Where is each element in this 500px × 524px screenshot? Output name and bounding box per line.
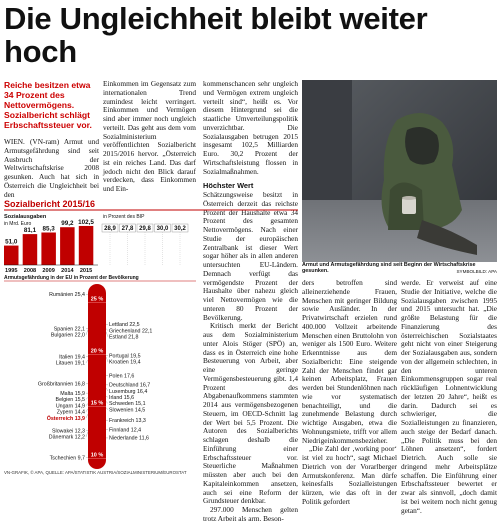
- chart3-right-label: Lettland 22,5: [109, 322, 140, 329]
- chart-title: Sozialbericht 2015/16: [4, 199, 96, 209]
- chart3-left-label: Spanien 22,1: [53, 326, 85, 333]
- chart1-tick-label: 2009: [42, 268, 55, 274]
- column-4-text-b: „Die Zahl der ‚working poor‘ ist viel zu hoch“, sagt Michael Dietrich von der Vorarlberger Armutskonferenz. Man dürfe keinesfalls Sozialleistungen kürzen, wie das oft in der Politik gefordert: [302, 444, 397, 506]
- chart3-left-connector: [86, 414, 88, 418]
- photo-credit: SYMBOLBILD: APA: [456, 269, 497, 274]
- headline: Die Ungleichheit bleibt weiter hoch: [4, 1, 428, 69]
- chart3-left-label: Malta 15,9: [60, 390, 85, 397]
- chart3-right-connector: [106, 401, 108, 403]
- chart3-right-label: Deutschland 16,7: [109, 382, 151, 389]
- source-note: VN-GRAFIK, © APA, QUELLE: APA/STATISTIK AUSTRIA/SOZIALMINISTERIUM/EUROSTAT: [4, 470, 187, 475]
- chart3-right-label: Slowenien 14,5: [109, 407, 146, 414]
- chart3-left-label: Großbritannien 16,8: [37, 381, 85, 388]
- chart3-right-connector: [106, 408, 108, 410]
- chart3-right-label: Polen 17,6: [109, 373, 135, 380]
- chart2-value-label: 29,8: [139, 226, 151, 233]
- chart1-tick-label: 2008: [23, 268, 37, 274]
- lead-text: Reiche besitzen etwa 34 Prozent des Nettovermögens. Sozialbericht schlägt Erbschaftssteuer vor.: [4, 80, 92, 130]
- chart1-tick-label: 2015: [79, 268, 93, 274]
- chart3-tick-label: 10 %: [90, 452, 104, 459]
- chart1-tick-label: 1995: [5, 268, 18, 274]
- chart1-bar: [23, 234, 38, 265]
- column-3-text-b3: 297.000 Menschen gelten trotz Arbeit als arm. Beson-: [203, 505, 298, 523]
- chart3-left-connector: [86, 330, 88, 335]
- photo-illustration: [302, 80, 497, 262]
- chart3-left-label: Dänemark 12,2: [48, 434, 85, 441]
- chart1-subtitle: Sozialausgaben: [4, 214, 47, 220]
- chart3-tick-label: 25 %: [90, 296, 104, 303]
- chart3-left-connector: [86, 404, 88, 406]
- chart3-left-label: Zypern 14,4: [56, 409, 85, 416]
- lead-body-text: WIEN. (VN-ram) Armut und Armutsgefährdung sind seit Ausbruch der Weltwirtschaftskrise 2008 gesunken. Auch hat sich in Österreich die Ungleichheit bei den: [4, 137, 99, 199]
- chart3-left-label: Ungarn 14,9: [55, 403, 85, 410]
- chart3-left-connector: [86, 409, 88, 412]
- section-heading: Höchster Wert: [203, 181, 254, 191]
- chart3-left-connector: [86, 397, 88, 399]
- chart2-value-label: 28,9: [104, 226, 116, 233]
- chart1-bar: [79, 226, 94, 265]
- chart3-left-label: Belgien 15,5: [55, 397, 85, 404]
- chart2-value-label: 30,0: [156, 226, 169, 233]
- chart1-tick-label: 2014: [61, 268, 74, 274]
- chart3-right-label: Kroatien 19,4: [109, 359, 141, 366]
- chart3-left-connector: [86, 360, 88, 363]
- chart1-value-label: 81,1: [23, 227, 37, 235]
- chart1-bar: [4, 246, 19, 265]
- chart1-value-label: 85,3: [42, 225, 55, 233]
- chart2-value-label: 30,2: [174, 226, 186, 233]
- chart3-right-label: Estland 21,8: [109, 334, 139, 341]
- chart3-left-label: Italien 19,4: [59, 354, 85, 361]
- chart3-right-connector: [106, 388, 108, 391]
- chart3-right-label: Niederlande 11,6: [109, 435, 149, 442]
- chart3-tick-label: 20 %: [90, 348, 104, 355]
- chart1-value-label: 99,2: [61, 220, 74, 228]
- chart3-right-connector: [106, 357, 108, 362]
- chart3-right-connector: [106, 332, 108, 337]
- chart3-left-label: Litauen 19,1: [55, 360, 85, 367]
- chart3-right-label: Griechenland 22,1: [109, 328, 153, 335]
- column-3-text-b2: Kritisch merkt der Bericht aus dem Sozialministerium unter Alois Stöger (SPÖ) an, dass es in Österreich eine hohe Besteuerung von Arbeit, aber eine geringe Vermögensbesteuerung gibt. 1,4 Prozent des Abgabenaufkommens stammten 2014 aus vermögensbezogenen Steuern, im OECD-Schnitt lag der Wert bei 5,5 Prozent. Die Autoren des Sozialberichts schlagen deshalb die Einführung einer Erbschaftssteuer vor. Steuerliche Maßnahmen müssten aber auch bei den Kapitaleinkommen ansetzen, auch sei eine Reform der Grundsteuer denkbar.: [203, 321, 298, 506]
- column-5-text: werde. Er verweist auf eine Studie der Initiative, welche die Sozialausgaben zwischen 1995 und 2015 untersucht hat. „Die größte Belastung für die Finanzierung des österreichischen Sozialstaates geht nicht von einer Steigerung der Sozialausgaben aus, sondern von der allgemein schlechten, in den unteren Einkommensgruppen sogar real rückläufigen Lohnentwicklung der letzten 20 Jahre“, heißt es darin. Dadurch sei es schwieriger, die Sozialleistungen zu finanzieren, auch steige der Bedarf danach. „Die Politik muss bei den Löhnen ansetzen“, fordert Dietrich. Auch solle sie dringend mehr Arbeitsplätze schaffen. Die Einführung einer Erbschaftssteuer bewertet er zwar als sinnvoll, „doch damit ist bei weitem noch nicht genug getan“.: [401, 278, 497, 515]
- article-column-4: [302, 279, 397, 507]
- photo-beggar: [302, 80, 497, 262]
- chart3-right-connector: [106, 329, 108, 331]
- chart3-right-label: Irland 15,6: [109, 395, 135, 402]
- photo-caption: [302, 262, 497, 276]
- chart3-left-connector: [86, 432, 88, 437]
- column-3-text-a: kommenschancen sehr ungleich und Vermögen extrem ungleich verteilt sind“, heißt es. Vor diesem Hintergrund sei die staatliche Umverteilungspolitik unverzichtbar. Die Sozialausgaben betrugen 2015 insgesamt 102,5 Milliarden Euro. 30,2 Prozent der Wirtschaftsleistung flossen in Sozialmaßnahmen.: [203, 79, 298, 176]
- chart3-left-label: Rumänien 25,4: [49, 292, 85, 299]
- chart1-bar: [60, 227, 75, 265]
- chart3-right-label: Frankreich 13,3: [109, 418, 146, 425]
- chart3-scale-column: [88, 284, 106, 469]
- chart3-left-label: Tschechien 9,7: [49, 455, 85, 462]
- chart3-tick-label: 15 %: [90, 400, 104, 407]
- chart2-value-label: 27,8: [121, 226, 134, 233]
- column-3-text-b1: Schätzungsweise besitzt in Österreich derzeit das reichste Prozent der Haushalte etwa 34 Prozent des gesamten Nettovermögens. Nach einer Studie der europäischen Zentralbank ist dieser Wert sogar höher als in allen anderen untersuchten EU-Ländern. Demnach verfügt das vermögendste Prozent der Haushalte über nahezu gleich viel Nettovermögen wie die unteren 80 Prozent der Bevölkerung.: [203, 190, 298, 322]
- chart1-value-label: 51,0: [5, 238, 18, 246]
- column-4-text: ders betroffen sind alleinerziehende Frauen, Menschen mit geringer Bildung sowie Ausländer. In der Privatwirtschaft erzielen rund 400.000 Vollzeit arbeitende Menschen einen Bruttolohn von weniger als 1500 Euro. Weitere Erkenntnisse aus dem Sozialbericht: Eine steigende Zahl der Menschen findet gar keinen Arbeitsplatz, Frauen werden bei Stundenlöhnen nach wie vor systematisch benachteiligt, und die zunehmende Belastung durch wichtige Ausgaben, etwa die Wohnungsmiete, trifft vor allem Niedrigeinkommensbezieher.: [302, 278, 397, 445]
- photo-caption-text: Armut und Armutsgefährdung sind seit Beginn der Wirtschaftskrise gesunken.: [302, 262, 476, 274]
- chart3-left-label: Österreich 13,9: [46, 415, 85, 422]
- chart3-right-label: Schweden 15,1: [109, 401, 146, 408]
- chart3-right-label: Portugal 19,5: [109, 353, 141, 360]
- chart3-right-connector: [106, 396, 108, 397]
- chart2-subtitle: in Prozent des BIP: [103, 214, 145, 220]
- chart1-ylabel: in Mrd. Euro: [4, 221, 32, 227]
- article-column-5: [401, 279, 497, 515]
- chart1-bar: [41, 233, 56, 265]
- chart3-right-label: Luxemburg 16,4: [109, 388, 148, 395]
- chart3-right-label: Finnland 12,4: [109, 427, 142, 434]
- column-2-text: Einkommen im Gegensatz zum internationalen Trend zumindest leicht verringert. Einkommen und Vermögen sind aber immer noch ungleich verteilt. Das geht aus dem vom Sozialministerium veröffentlichten Sozialbericht 2015/2016 hervor. „Österreich ist ein reiches Land. Das darf jedoch nicht den Blick darauf verdecken, dass Einkommen und Ein-: [103, 79, 196, 193]
- chart3-left-label: Slowakei 12,3: [52, 428, 85, 435]
- chart3-title: Armutsgefährdung in der EU in Prozent der Bevölkerung: [4, 275, 139, 281]
- chart3-left-label: Bulgarien 22,0: [50, 332, 85, 339]
- chart1-value-label: 102,5: [78, 218, 94, 226]
